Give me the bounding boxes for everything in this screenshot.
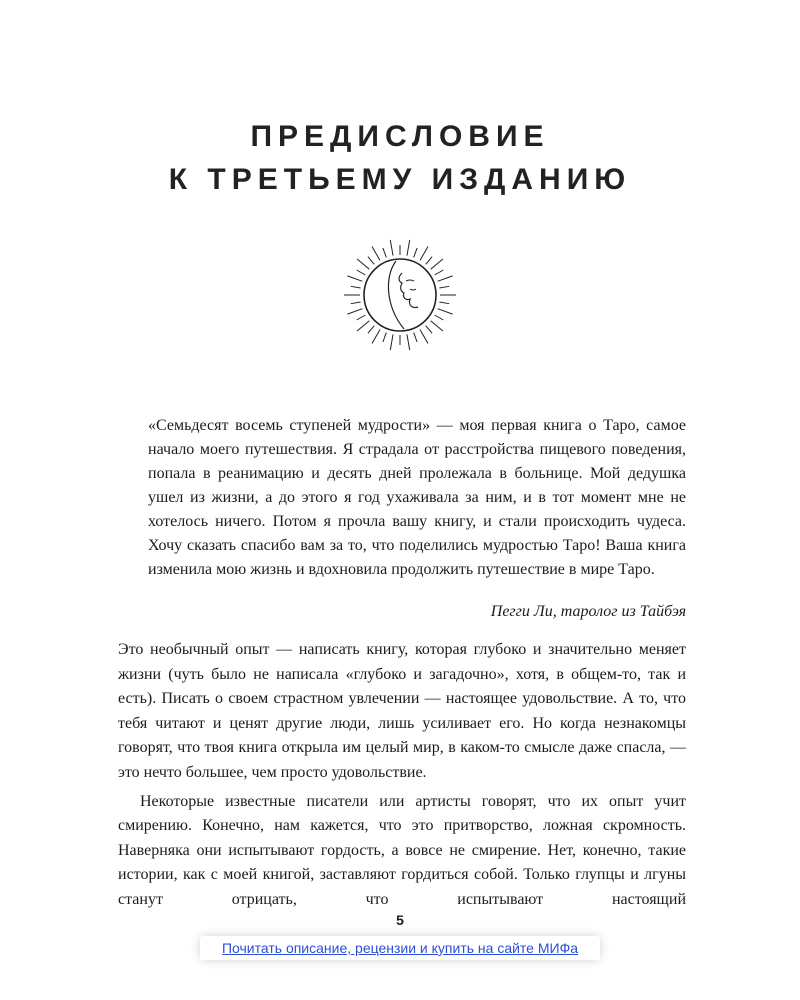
sun-ray [435,270,444,275]
sun-ray [390,334,393,350]
buy-link[interactable]: Почитать описание, рецензии и купить на сайте МИФа [200,936,600,960]
sun-ray [407,240,410,256]
sun-ray [390,240,393,256]
sun-ray [431,321,443,331]
epigraph-attribution: Пегги Ли, таролог из Тайбэя [490,603,686,620]
chapter-title-line-2: К ТРЕТЬЕМУ ИЗДАНИЮ [168,163,632,196]
sun-ray [431,259,443,269]
sun-ray [407,334,410,350]
sun-ray [372,330,380,344]
sun-ray [414,248,417,257]
sun-ray [357,315,366,320]
epigraph-text: «Семьдесят восемь ступеней мудрости» — моя первая книга о Таро, самое начало моего путешествия. Я страдала от расстройства пищевого поведения, попала в реанимацию и десять дней пролежала в больнице. Мой дедушка ушел из жизни, а до этого я год ухаживала за ним, и в тот момент мне не хотелось ничего. Потом я прочла вашу книгу, и стали происходить чудеса. Хочу сказать спасибо вам за то, что поделились мудростью Таро! Ваша книга изменила мою жизнь и вдохновила продолжить путешествие в мире Таро. [148,417,686,578]
sun-ray [439,286,449,288]
sun-ray [420,330,428,344]
sun-ray [368,257,374,265]
epigraph-quote [148,414,686,582]
sun-ray [414,333,417,342]
sun-ray [351,302,361,304]
sun-ray [426,326,432,334]
sun-face-icon [340,237,460,357]
body-paragraph-2: Некоторые известные писатели или артисты говорят, что их опыт учит смирению. Конечно, нам кажется, что это притворство, ложная скромность. Наверняка они испытывают гордость, а вовсе не смирение. Нет, конечно, такие истории, как с моей книгой, заставляют гордиться собой. Только глупцы и лгуны станут отрицать, что испытывают настоящий [118,792,686,908]
sun-ray [438,276,453,281]
sun-ray [372,247,380,261]
sun-ray [435,315,444,320]
sun-ray [347,276,362,281]
sun-ray [357,321,369,331]
sun-ray [383,333,386,342]
sun-ray [357,259,369,269]
sun-ray [439,302,449,304]
sun-ray [420,247,428,261]
body-text [118,638,686,913]
sun-ray [438,309,453,314]
sun-ray [383,248,386,257]
page-number: 5 [396,912,404,928]
sun-ray [426,257,432,265]
sun-ray [351,286,361,288]
chapter-title-line-1: ПРЕДИСЛОВИЕ [250,120,550,153]
sun-ray [347,309,362,314]
body-paragraph-1: Это необычный опыт — написать книгу, которая глубоко и значительно меняет жизни (чуть было не написала «глубоко и загадочно», хотя, в общем-то, так и есть). Писать о своем страстном увлечении — настоящее удовольствие. А то, что тебя читают и ценят другие люди, лишь усиливает его. Но когда незнакомцы говорят, что твоя книга открыла им целый мир, в каком-то смысле даже спасла, — это нечто большее, чем просто удовольствие. [118,641,686,781]
sun-ray [368,326,374,334]
sun-ray [357,270,366,275]
